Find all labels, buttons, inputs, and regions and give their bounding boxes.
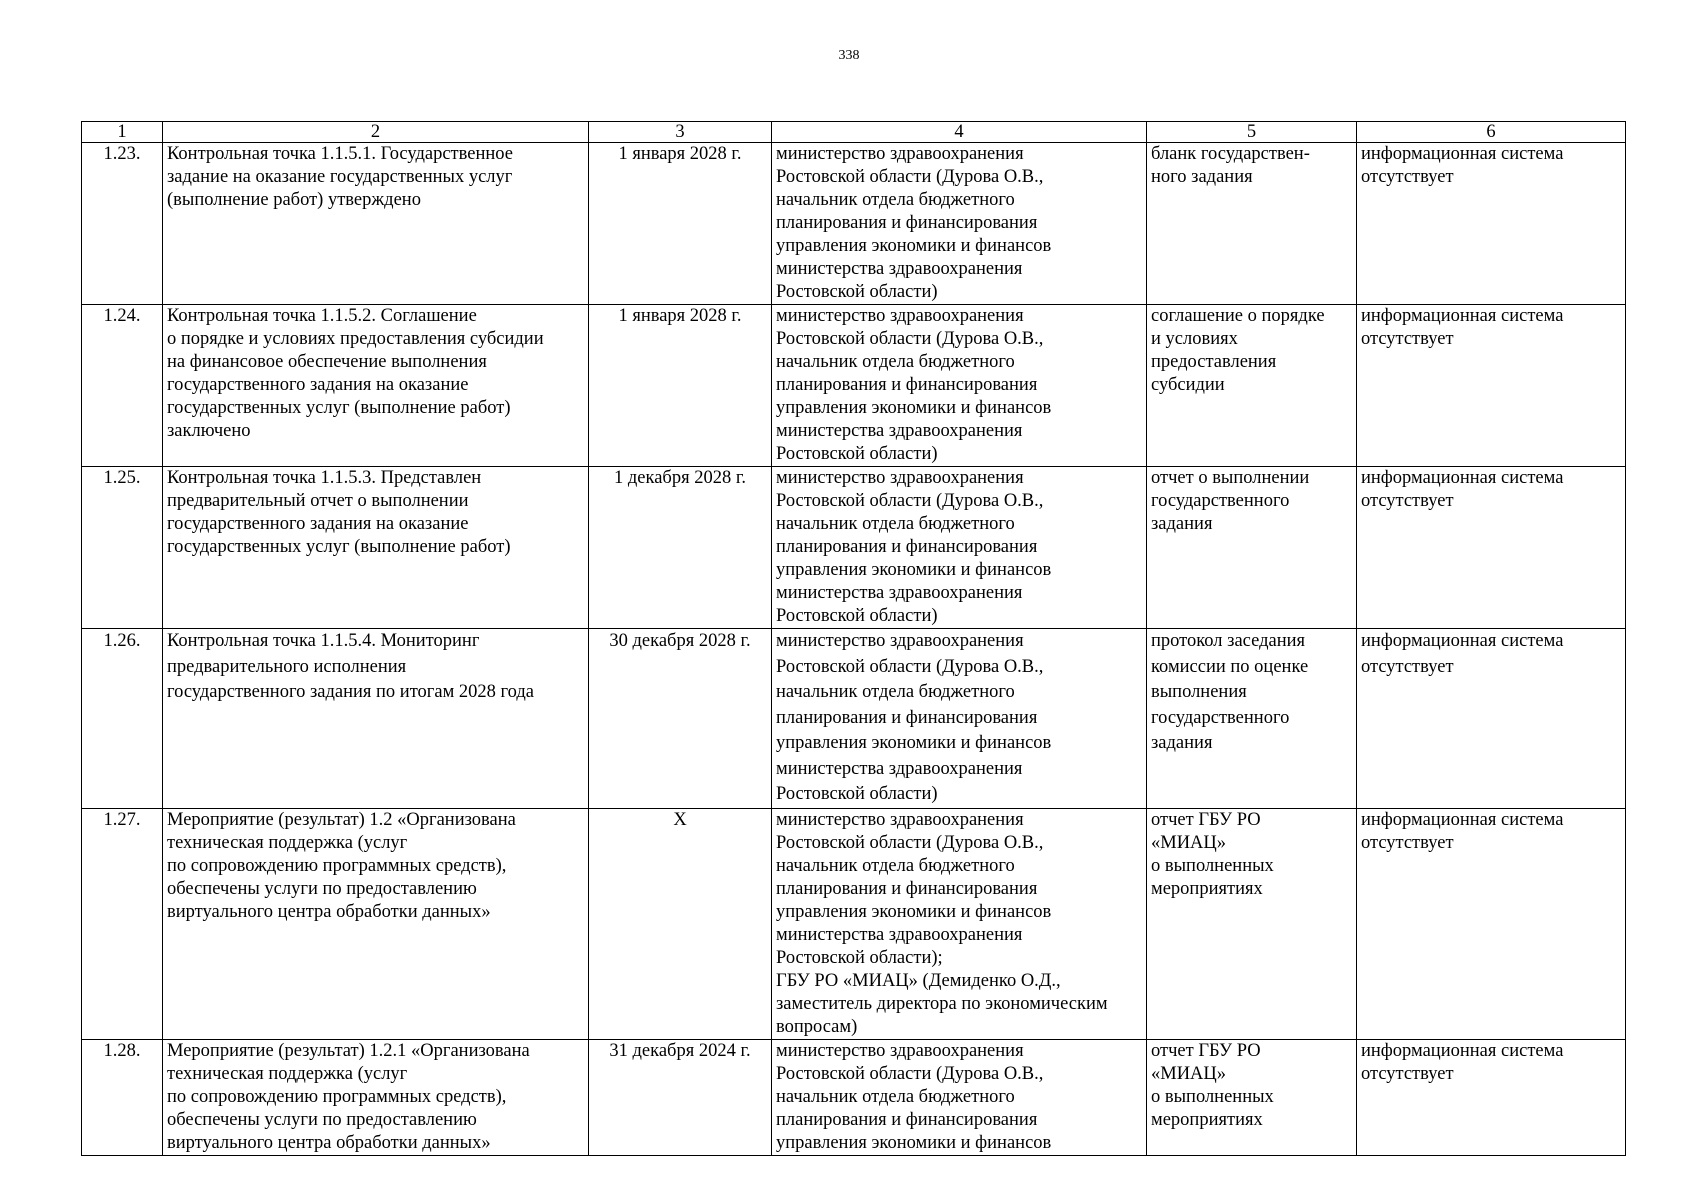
confirming-document: отчет о выполнении государственного задания [1147, 467, 1357, 629]
column-header-5: 5 [1147, 122, 1357, 143]
table-row [82, 467, 1626, 629]
page-number: 338 [838, 48, 860, 63]
column-header-1: 1 [82, 122, 163, 143]
column-header-6: 6 [1357, 122, 1626, 143]
information-system: информационная система отсутствует [1357, 143, 1626, 305]
deadline-date: 31 декабря 2024 г. [589, 1039, 772, 1155]
deadline-date: 1 декабря 2028 г. [589, 467, 772, 629]
column-header-3: 3 [589, 122, 772, 143]
row-number: 1.27. [82, 808, 163, 1039]
row-number: 1.24. [82, 305, 163, 467]
responsible-party: министерство здравоохранения Ростовской области (Дурова О.В., начальник отдела бюджетного планирования и финансирования управления экономики и финансов министерства здравоохранения Ростовской области) [772, 143, 1147, 305]
confirming-document: протокол заседания комиссии по оценке выполнения государственного задания [1147, 629, 1357, 809]
deadline-date: 1 января 2028 г. [589, 143, 772, 305]
row-number: 1.25. [82, 467, 163, 629]
confirming-document: соглашение о порядке и условиях предоставления субсидии [1147, 305, 1357, 467]
row-number: 1.23. [82, 143, 163, 305]
responsible-party: министерство здравоохранения Ростовской области (Дурова О.В., начальник отдела бюджетного планирования и финансирования управления экономики и финансов [772, 1039, 1147, 1155]
table-row [82, 808, 1626, 1039]
row-number: 1.28. [82, 1039, 163, 1155]
event-name: Контрольная точка 1.1.5.3. Представлен предварительный отчет о выполнении государственного задания на оказание государственных услуг (выполнение работ) [163, 467, 589, 629]
confirming-document: бланк государствен- ного задания [1147, 143, 1357, 305]
column-header-4: 4 [772, 122, 1147, 143]
information-system: информационная система отсутствует [1357, 467, 1626, 629]
responsible-party: министерство здравоохранения Ростовской области (Дурова О.В., начальник отдела бюджетного планирования и финансирования управления экономики и финансов министерства здравоохранения Ростовской области) [772, 305, 1147, 467]
table-row [82, 305, 1626, 467]
column-number-row [82, 122, 1626, 143]
row-number: 1.26. [82, 629, 163, 809]
column-header-2: 2 [163, 122, 589, 143]
event-name: Мероприятие (результат) 1.2 «Организована техническая поддержка (услуг по сопровождению программных средств), обеспечены услуги по предоставлению виртуального центра обработки данных» [163, 808, 589, 1039]
responsible-party: министерство здравоохранения Ростовской области (Дурова О.В., начальник отдела бюджетного планирования и финансирования управления экономики и финансов министерства здравоохранения Ростовской области); ГБУ РО «МИАЦ» (Демиденко О.Д., заместитель директора по экономическим вопросам) [772, 808, 1147, 1039]
responsible-party: министерство здравоохранения Ростовской области (Дурова О.В., начальник отдела бюджетного планирования и финансирования управления экономики и финансов министерства здравоохранения Ростовской области) [772, 467, 1147, 629]
responsible-party: министерство здравоохранения Ростовской области (Дурова О.В., начальник отдела бюджетного планирования и финансирования управления экономики и финансов министерства здравоохранения Ростовской области) [772, 629, 1147, 809]
event-name: Контрольная точка 1.1.5.2. Соглашение о порядке и условиях предоставления субсидии на финансовое обеспечение выполнения государственного задания на оказание государственных услуг (выполнение работ) заключено [163, 305, 589, 467]
event-name: Контрольная точка 1.1.5.1. Государственное задание на оказание государственных услуг (выполнение работ) утверждено [163, 143, 589, 305]
deadline-date: 1 января 2028 г. [589, 305, 772, 467]
confirming-document: отчет ГБУ РО «МИАЦ» о выполненных мероприятиях [1147, 808, 1357, 1039]
information-system: информационная система отсутствует [1357, 305, 1626, 467]
event-name: Мероприятие (результат) 1.2.1 «Организована техническая поддержка (услуг по сопровождению программных средств), обеспечены услуги по предоставлению виртуального центра обработки данных» [163, 1039, 589, 1155]
table-row [82, 1039, 1626, 1155]
event-name: Контрольная точка 1.1.5.4. Мониторинг предварительного исполнения государственного задания по итогам 2028 года [163, 629, 589, 809]
information-system: информационная система отсутствует [1357, 1039, 1626, 1155]
table-row [82, 143, 1626, 305]
deadline-date: X [589, 808, 772, 1039]
confirming-document: отчет ГБУ РО «МИАЦ» о выполненных мероприятиях [1147, 1039, 1357, 1155]
information-system: информационная система отсутствует [1357, 629, 1626, 809]
table-row [82, 629, 1626, 809]
deadline-date: 30 декабря 2028 г. [589, 629, 772, 809]
information-system: информационная система отсутствует [1357, 808, 1626, 1039]
plan-table [81, 121, 1626, 1156]
